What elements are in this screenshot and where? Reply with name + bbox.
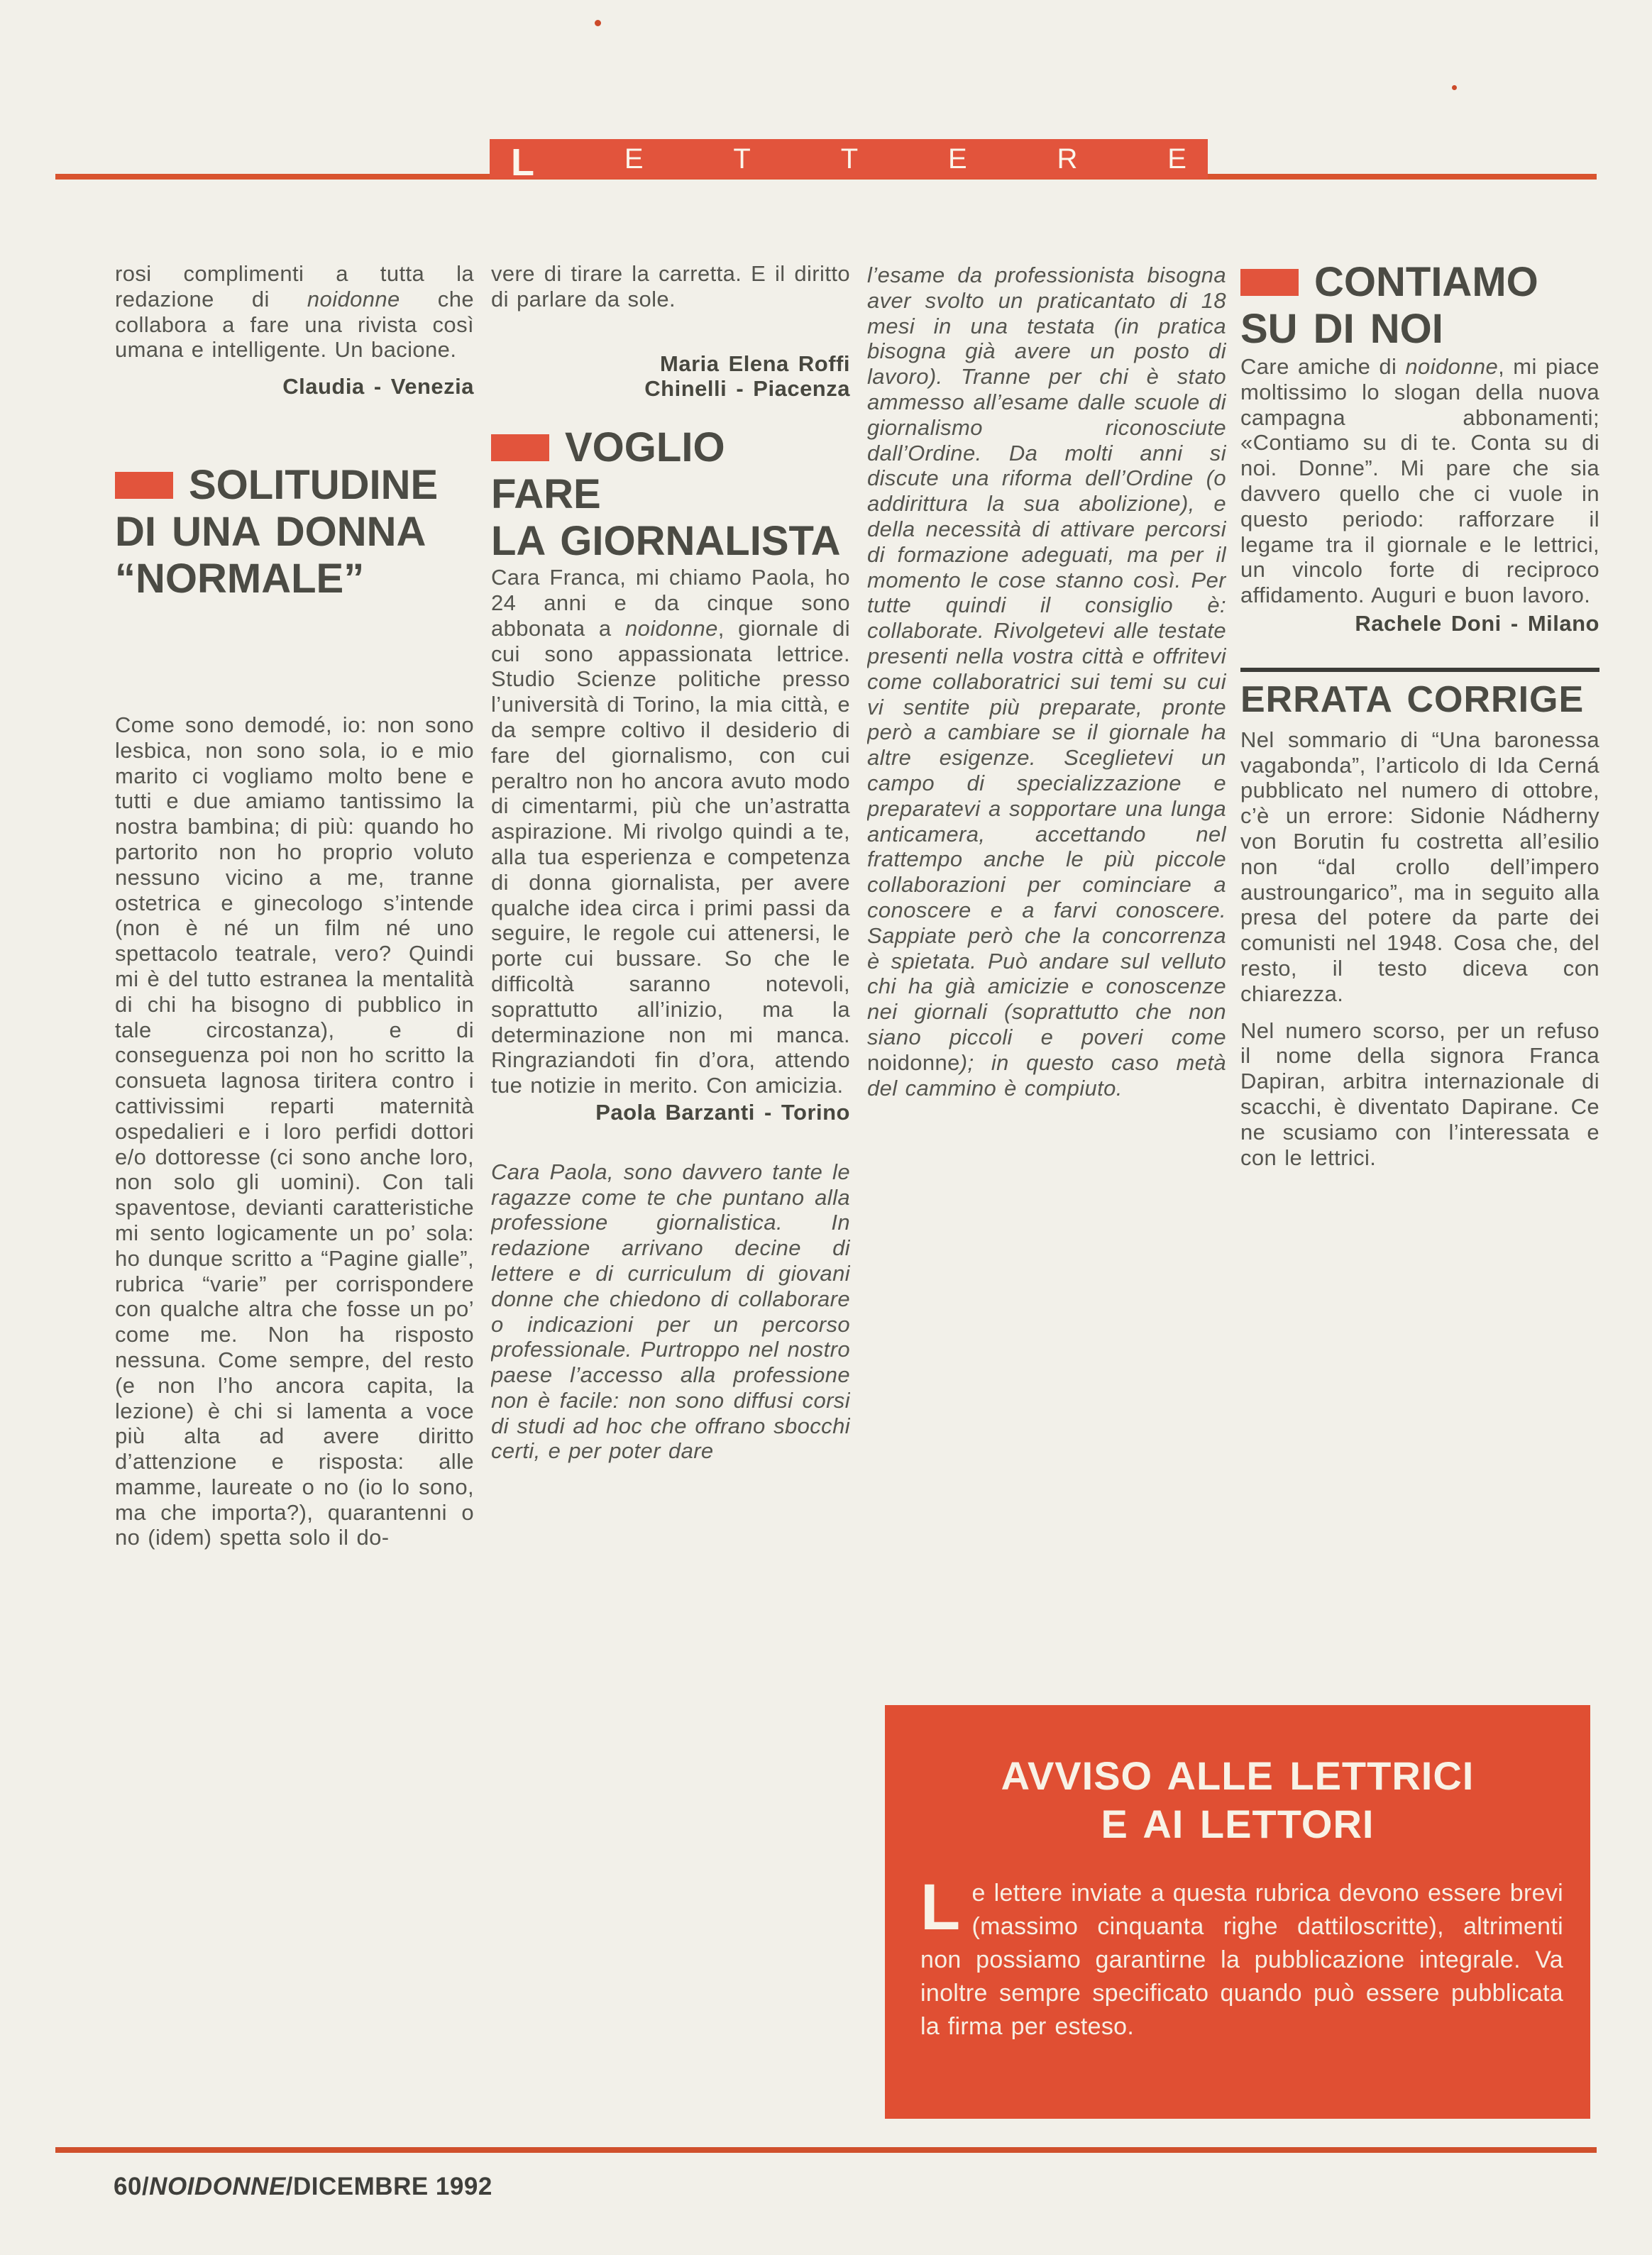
magazine-name: NOIDONNE (149, 2173, 286, 2200)
letter-signature: Paola Barzanti - Torino (595, 1099, 850, 1125)
section-letter: L (511, 141, 534, 184)
letter-body (1240, 354, 1599, 608)
section-letter: R (1057, 143, 1078, 175)
notice-title (885, 1752, 1590, 1848)
section-header-bar (490, 139, 1208, 184)
section-letter: E (624, 143, 644, 175)
column-3 (867, 255, 1226, 1589)
editor-reply: Cara Paola, sono davvero tante le ragazze come te che puntano alla professione giornalistica. In redazione arrivano decine di lettere e di curriculum di giovani donne che chiedono di collaborare o indicazioni per un percorso professionale. Purtroppo nel nostro paese l’accesso alla professione non è facile: non sono diffusi corsi di studi ad hoc che offrano sbocchi certi, e per poter dare (491, 1159, 850, 1464)
letter-text: , mi piace moltissimo lo slogan della nuova campagna abbonamenti; «Contiamo su di te. Conta su di noi. Donne”. Mi pare che sia davvero quello che ci vuole in questo periodo: rafforzare il legame tra il giornale e le lettrici, un vincolo forte di reciproco affidamento. Auguri e buon lavoro. (1240, 354, 1599, 608)
letter-heading-solitudine (115, 462, 474, 602)
issue-date: DICEMBRE 1992 (293, 2173, 492, 2200)
print-speck (595, 20, 601, 26)
letter-text: Cara Franca, mi chiamo Paola, ho 24 anni e da cinque sono abbonata a (491, 565, 850, 641)
page-footer (114, 2173, 492, 2201)
print-speck (1452, 85, 1457, 90)
heading-line: LA GIORNALISTA (491, 518, 841, 565)
section-letter: E (948, 143, 967, 175)
heading-line: CONTIAMO (1314, 259, 1538, 305)
dropcap-letter: L (920, 1871, 961, 1944)
letter-continuation (115, 261, 474, 363)
footer-separator: / (141, 2173, 150, 2200)
editor-reply-continuation (867, 263, 1226, 1101)
magazine-name: noidonne (624, 615, 718, 641)
notice-text: e lettere inviate a questa rubrica devono essere brevi (massimo cinquanta righe dattiloscritte), altrimenti non possiamo garantirne la pubblicazione integrale. Va inoltre sempre specificato quando può essere pubblicata la firma per esteso. (920, 1880, 1563, 2040)
letter-text: rosi complimenti a tutta la redazione di (115, 261, 474, 311)
letter-text: che collabora a fare una rivista così umana e intelligente. Un bacione. (115, 286, 474, 363)
heading-line: SOLITUDINE (189, 461, 439, 508)
signature-line: Chinelli - Piacenza (644, 376, 850, 402)
letter-body: Come sono demodé, io: non sono lesbica, non sono sola, io e mio marito ci vogliamo molto bene e tutti e due amiamo tantissimo la nostra bambina; di più: quando ho partorito non ho proprio voluto nessuno vicino a me, tranne ostetrica e ginecologo s’intende (non è né un film né uno spettacolo teatrale, vero? Quindi mi è del tutto estranea la mentalità di chi ha bisogno di pubblico in tale circostanza), e di conseguenza poi non ho scritto la consueta lagnosa tiritera contro i cattivissimi reparti maternità ospedalieri e i loro perfidi dottori e/o dottoresse (ci sono anche loro, non solo gli uomini). Con tali spaventose, devianti caratteristiche mi sento logicamente un po’ sola: ho dunque scritto a “Pagine gialle”, rubrica “varie” per corrispondere con qualche altra che fosse un po’ come me. Non ha risposto nessuna. Come sempre, del resto (e non l’ho ancora capita, la lezione) è chi si lamenta a voce più alta ad avere diritto d’attenzione e risposta: alle mamme, laureate o no (io lo sono, ma che importa?), quarantenni o no (idem) spetta solo il do- (115, 712, 474, 1550)
heading-line: DI UNA DONNA (115, 508, 426, 555)
column-1 (115, 255, 474, 2115)
letter-continuation: vere di tirare la carretta. E il diritto di parlare da sole. (491, 261, 850, 311)
red-square-icon (491, 434, 549, 461)
letter-text: Care amiche di (1240, 354, 1406, 379)
red-square-icon (1240, 269, 1299, 296)
letter-signature: Rachele Doni - Milano (1355, 610, 1599, 636)
section-letter: T (733, 143, 751, 175)
reply-text: l’esame da professionista bisogna aver svolto un praticantato di 18 mesi in una testata (in pratica bisogna già avere un posto di lavoro). Tranne per chi è stato ammesso all’esame dalle scuole di giornalismo riconosciute dall’Ordine. Da molti anni si discute una riforma dell’Ordine (o addirittura la sua abolizione), e della necessità di attivare percorsi di formazione adeguati, ma per il momento le cose stanno così. Per tutte quindi il consiglio è: collaborate. Rivolgetevi alle testate presenti nella vostra città e offritevi come collaboratrici sui temi su cui vi sentite più preparate, pronte però a cambiare se il giornale ha altre esigenze. Sceglietevi un campo di specializzazione e preparatevi a sopportare una lunga anticamera, accettando nel frattempo anche le più piccole collaborazioni per cominciare a conoscere e a farvi conoscere. Sappiate però che la concorrenza è spietata. Può andare sul velluto chi ha già amicizie e conoscenze nei giornali (soprattutto che non siano piccoli e poveri come (867, 263, 1226, 1049)
column-2 (491, 255, 850, 2115)
red-square-icon (115, 472, 173, 499)
magazine-name: noidonne (307, 286, 400, 311)
notice-box (885, 1705, 1590, 2119)
magazine-name: noidonne (867, 1049, 960, 1075)
section-letter: T (840, 143, 859, 175)
errata-body: Nel numero scorso, per un refuso il nome della signora Franca Dapiran, arbitra internazionale di scacchi, è diventato Dapirane. Ce ne scusiamo con l’interessata e con le lettrici. (1240, 1018, 1599, 1170)
page-number: 60 (114, 2173, 142, 2200)
column-4 (1240, 255, 1599, 1604)
letter-signature (491, 351, 850, 402)
letter-signature: Claudia - Venezia (282, 374, 474, 399)
letter-body (491, 565, 850, 1098)
errata-body: Nel sommario di “Una baronessa vagabonda”, l’articolo di Ida Cerná pubblicato nel numero di ottobre, c’è un errore: Sidonie Nádherny von Borutin fu costretta all’esilio non “dal crollo dell’impero austroungarico”, ma in seguito alla presa del potere da parte dei comunisti nel 1948. Cosa che, del resto, il testo diceva con chiarezza. (1240, 727, 1599, 1006)
letter-heading-giornalista (491, 424, 850, 565)
footer-rule (55, 2147, 1597, 2153)
magazine-name: noidonne (1405, 354, 1499, 379)
signature-line: Maria Elena Roffi (660, 351, 850, 376)
errata-heading: ERRATA CORRIGE (1240, 678, 1585, 720)
heading-line: VOGLIO FARE (491, 424, 725, 518)
reply-text: ); in questo caso metà del cammino è compiuto. (867, 1049, 1226, 1101)
divider-rule (1240, 668, 1599, 672)
heading-line: SU DI NOI (1240, 306, 1443, 352)
notice-title-line: E AI LETTORI (1101, 1802, 1375, 1846)
notice-title-line: AVVISO ALLE LETTRICI (1001, 1753, 1475, 1798)
heading-line: “NORMALE” (115, 555, 365, 602)
section-letter: E (1167, 143, 1186, 175)
notice-body (920, 1871, 1563, 2044)
footer-separator: / (285, 2173, 294, 2200)
letter-text: , giornale di cui sono appassionata lettrice. Studio Scienze politiche presso l’università di Torino, la mia città, e da sempre coltivo il desiderio di fare del giornalismo, con cui peraltro non ho ancora avuto modo di cimentarmi, più che un’astratta aspirazione. Mi rivolgo quindi a te, alla tua esperienza e competenza di donna giornalista, per avere qualche idea circa i primi passi da seguire, le regole cui attenersi, le porte cui bussare. So che le difficoltà saranno notevoli, soprattutto all’inizio, ma la determinazione non mi manca. Ringraziandoti fin d’ora, attendo tue notizie in merito. Con amicizia. (491, 615, 850, 1098)
letter-heading-contiamo (1240, 259, 1599, 353)
